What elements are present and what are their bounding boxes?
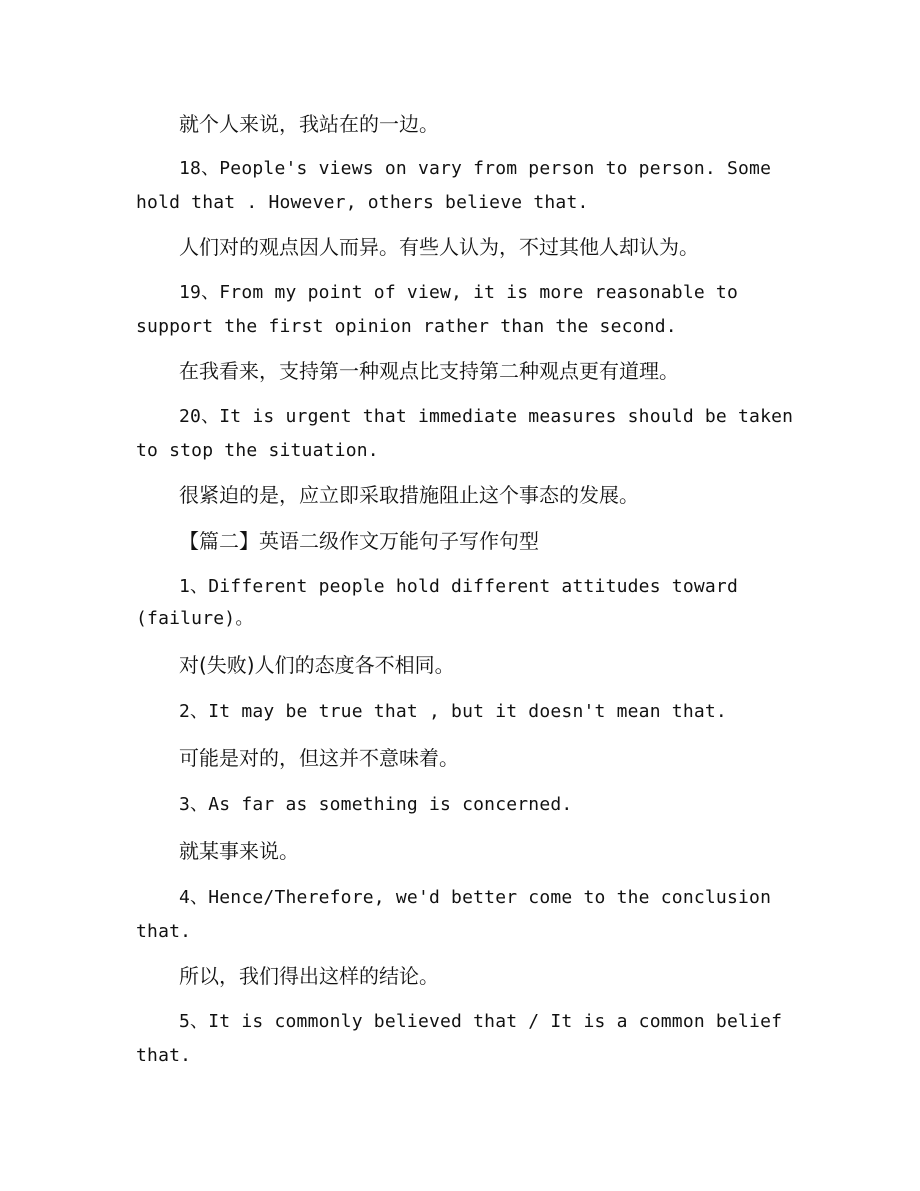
sentence-line: 19、From my point of view, it is more reasonable to	[179, 282, 739, 303]
sentence-line: 20、It is urgent that immediate measures should be taken	[179, 406, 794, 427]
sentence-line: (failure)。	[136, 608, 254, 629]
sentence-line: 3、As far as something is concerned.	[179, 794, 573, 815]
translation-line: 在我看来，支持第一种观点比支持第二种观点更有道理。	[179, 359, 679, 383]
sentence-line: 1、Different people hold different attitudes toward	[179, 576, 739, 597]
sentence-line: that.	[136, 1045, 192, 1066]
translation-line: 对(失败)人们的态度各不相同。	[179, 653, 455, 677]
translation-line: 人们对的观点因人而异。有些人认为，不过其他人却认为。	[179, 235, 699, 259]
translation-line: 很紧迫的是，应立即采取措施阻止这个事态的发展。	[179, 483, 639, 507]
section-heading: 【篇二】英语二级作文万能句子写作句型	[179, 529, 539, 553]
sentence-line: 4、Hence/Therefore, we'd better come to the conclusion	[179, 887, 772, 908]
sentence-line: 2、It may be true that , but it doesn't mean that.	[179, 701, 727, 722]
translation-line: 可能是对的，但这并不意味着。	[179, 746, 459, 770]
sentence-line: that.	[136, 921, 192, 942]
sentence-line: support the first opinion rather than the second.	[136, 316, 677, 337]
sentence-line: to stop the situation.	[136, 440, 379, 461]
translation-line: 所以，我们得出这样的结论。	[179, 964, 439, 988]
sentence-line: 18、People's views on vary from person to person. Some	[179, 158, 772, 179]
sentence-line: hold that . However, others believe that.	[136, 192, 589, 213]
sentence-line: 5、It is commonly believed that / It is a common belief	[179, 1011, 783, 1032]
translation-line: 就个人来说，我站在的一边。	[179, 112, 439, 136]
translation-line: 就某事来说。	[179, 839, 299, 863]
